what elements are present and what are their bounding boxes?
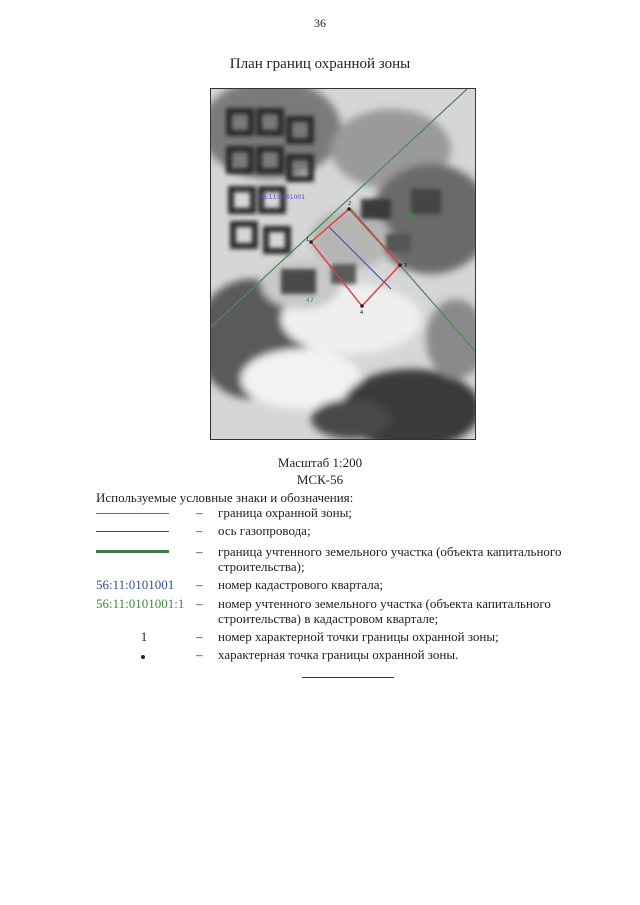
legend-item-pipeline-axis [96,523,596,538]
legend-dash: – [196,544,203,559]
red-line-symbol [96,505,196,520]
legend-item-parcel-boundary [96,544,596,574]
legend-item-point [96,647,596,662]
legend-text: граница учтенного земельного участка (объекта капитального строительства); [218,544,562,574]
green-line-symbol [96,544,196,559]
legend-item-quarter-number [96,577,596,592]
page-number: 36 [314,16,326,30]
legend-item-parcel-number [96,596,596,626]
legend-dash: – [196,647,203,662]
boundary-point [398,263,402,267]
map-scale: Масштаб 1:200 [277,455,363,470]
boundary-point [347,207,351,211]
point-number: 1 [306,237,310,243]
point-number: 2 [348,201,352,207]
legend-dash: – [196,596,203,611]
parcel-number-symbol: 56:11:0101001:1 [96,596,185,611]
quarter-label: 56:11:0101001 [259,194,306,201]
point-number-symbol: 1 [140,629,148,644]
blue-line-symbol [96,523,196,538]
legend-text: ось газопровода; [218,523,311,538]
legend-item-protection-zone [96,505,596,520]
legend-text: номер учтенного земельного участка (объекта капитального строительства) в кадастровом квартале; [218,596,551,626]
quarter-number-symbol: 56:11:0101001 [96,577,175,592]
legend-text: характерная точка границы охранной зоны. [218,647,459,662]
parcel-label: 42 [406,212,414,219]
page-title: План границ охранной зоны [229,56,411,72]
legend [96,505,596,665]
boundary-point [309,240,313,244]
legend-dash: – [196,577,203,592]
legend-dash: – [196,523,203,538]
legend-text: граница охранной зоны; [218,505,352,520]
point-number: 4 [360,310,364,316]
parcel-label: 47 [306,297,314,304]
boundary-point [360,304,364,308]
point-dot-symbol [141,655,145,659]
aerial-photo [211,89,475,439]
legend-dash: – [196,629,203,644]
map-image [210,88,476,440]
legend-dash: – [196,505,203,520]
legend-title: Используемые условные знаки и обозначения: [96,490,354,505]
end-rule [302,677,394,678]
point-number: 3 [404,263,408,269]
coordinate-system: МСК-56 [296,472,344,487]
legend-text: номер кадастрового квартала; [218,577,384,592]
legend-item-point-number [96,629,596,644]
legend-text: номер характерной точки границы охранной зоны; [218,629,499,644]
